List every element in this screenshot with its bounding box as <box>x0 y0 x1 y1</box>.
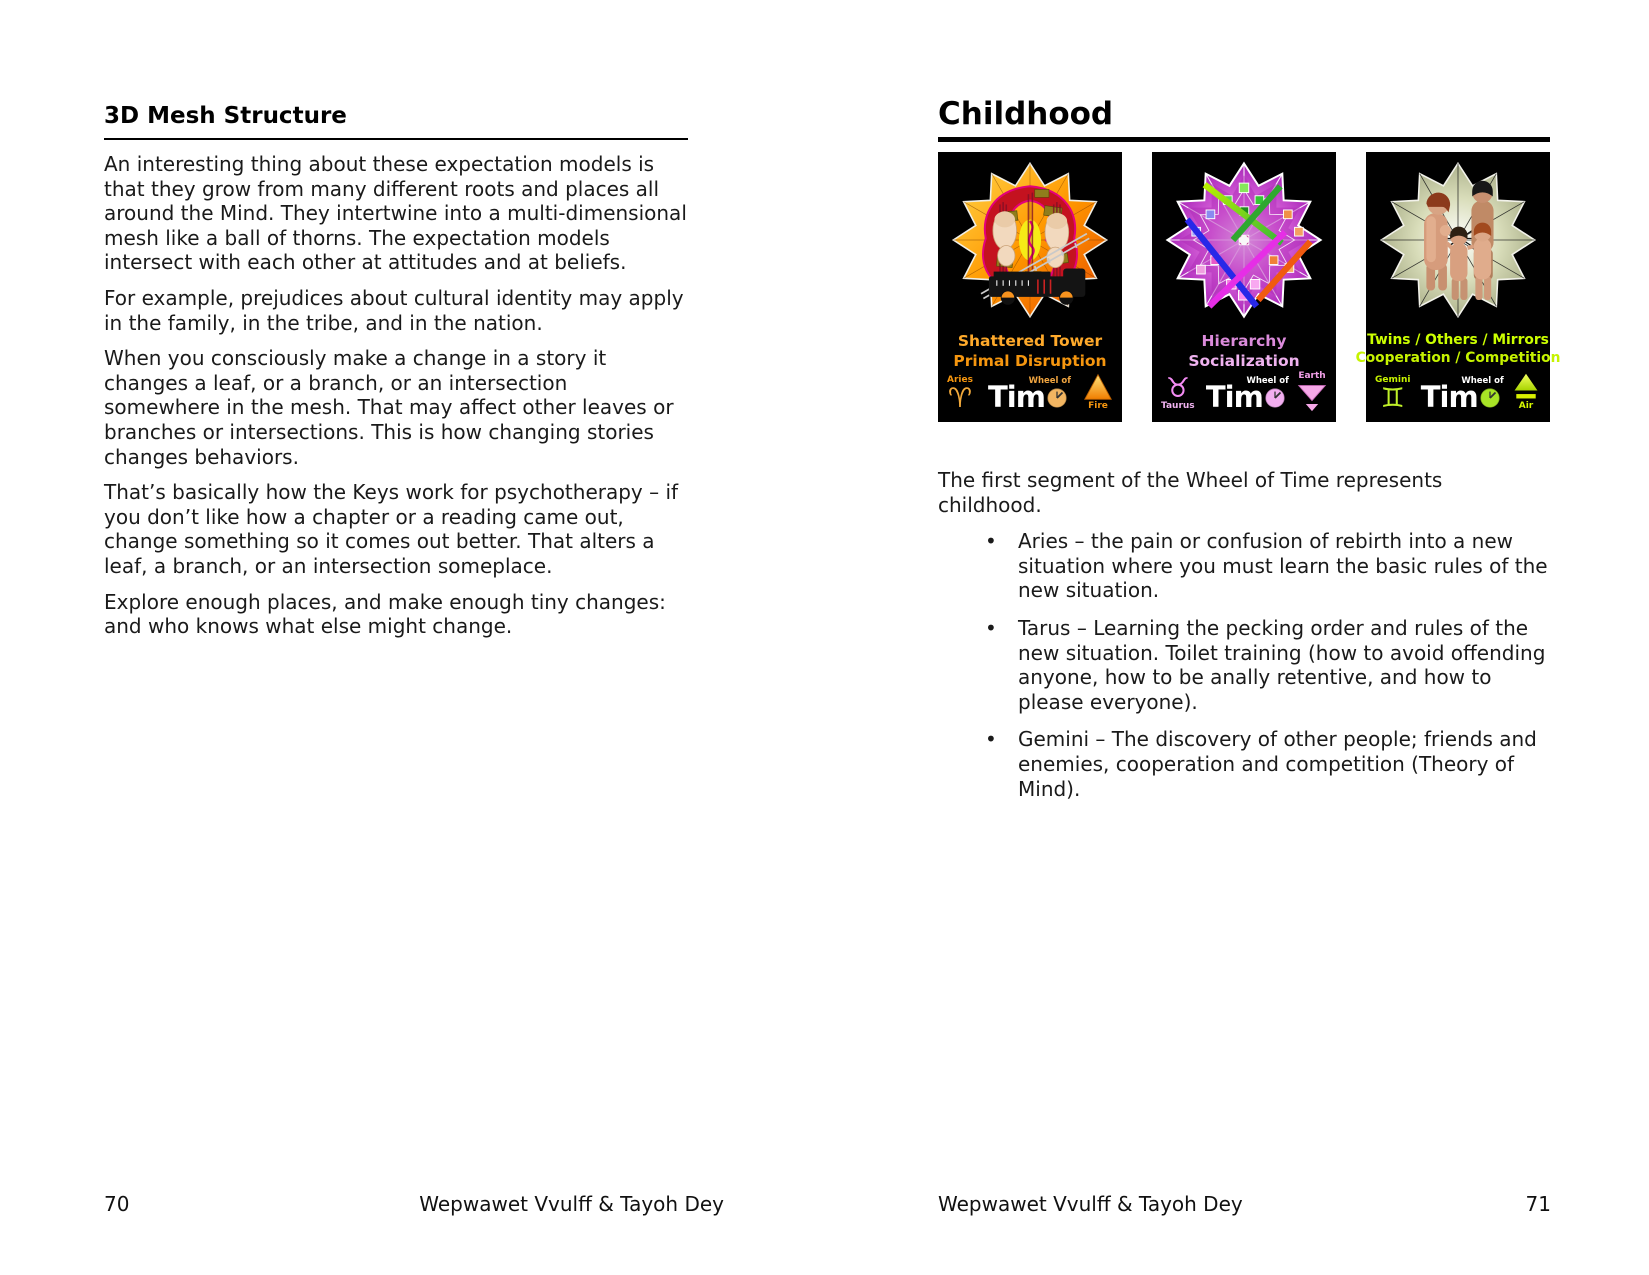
gemini-icon: ♊ <box>1380 383 1405 415</box>
wheel-of-time-logo <box>1420 376 1504 414</box>
element-block <box>1083 372 1113 412</box>
bullet-gemini: • Gemini – The discovery of other people; friends and enemies, cooperation and competition (Theory of Mind). <box>938 727 1550 801</box>
left-page-footer <box>104 1192 724 1216</box>
right-page-footer <box>938 1192 1551 1216</box>
time-word: Tim <box>1420 380 1478 414</box>
element-label: Air <box>1518 401 1534 412</box>
card-title <box>1356 332 1561 367</box>
tarot-card-row <box>938 152 1561 422</box>
zodiac-block <box>947 375 973 415</box>
time-word: Tim <box>988 380 1045 414</box>
paragraph: For example, prejudices about cultural identity may apply in the family, in the tribe, and in the nation. <box>104 285 684 335</box>
element-label: Earth <box>1298 371 1326 382</box>
intro-paragraph: The first segment of the Wheel of Time represents childhood. <box>938 468 1443 517</box>
earth-icon <box>1297 382 1327 412</box>
wheel-icon <box>1479 387 1501 409</box>
aries-icon: ♈ <box>947 383 973 415</box>
wheel-icon <box>1264 387 1286 409</box>
card-taurus-hierarchy <box>1152 152 1336 422</box>
page-number: 70 <box>104 1192 130 1216</box>
card-title-line1: Twins / Others / Mirrors <box>1367 332 1549 348</box>
gemini-mandala-art <box>1375 161 1541 319</box>
segment-bullet-list <box>938 529 1550 801</box>
taurus-icon: ♉ <box>1165 373 1190 405</box>
right-page-heading: Childhood <box>938 96 1550 142</box>
card-title-line2: Cooperation / Competition <box>1355 349 1561 366</box>
time-word: Tim <box>1205 380 1263 414</box>
paragraph: That’s basically how the Keys work for psychotherapy – if you don’t like how a chapter or a reading came out, change something so it comes out better. That alters a leaf, a branch, or an intersection someplace. <box>104 480 679 578</box>
card-title-line2: Primal Disruption <box>953 351 1107 370</box>
wheel-of-label: Wheel of <box>1028 376 1071 386</box>
zodiac-label: Aries <box>947 375 973 386</box>
element-block <box>1297 372 1327 412</box>
zodiac-label: Taurus <box>1161 401 1195 412</box>
wheel-of-label: Wheel of <box>1246 376 1289 386</box>
air-icon <box>1511 372 1541 402</box>
authors: Wepwawet Vvulff & Tayoh Dey <box>938 1192 1243 1216</box>
wheel-icon <box>1046 387 1068 409</box>
card-symbol-row <box>944 372 1116 415</box>
fire-icon <box>1083 372 1113 402</box>
card-symbol-row <box>1158 372 1330 412</box>
child-figure-right <box>1474 223 1491 300</box>
bullet-aries: • Aries – the pain or confusion of rebirth into a new situation where you must learn the basic rules of the new situation. <box>938 529 1550 603</box>
card-aries-shattered-tower <box>938 152 1122 422</box>
zodiac-label: Gemini <box>1375 375 1411 386</box>
zodiac-block <box>1161 373 1195 412</box>
taurus-mandala-art <box>1161 161 1327 319</box>
bullet-tarus: • Tarus – Learning the pecking order and rules of the new situation. Toilet training (how to avoid offending anyone, how to be anally retentive, and how to please everyone). <box>938 616 1550 714</box>
card-gemini-twins <box>1355 152 1561 422</box>
element-block <box>1511 372 1541 412</box>
card-symbol-row <box>1372 372 1544 415</box>
wheel-of-time-logo <box>988 376 1071 414</box>
card-title <box>953 332 1106 372</box>
paragraph: An interesting thing about these expectation models is that they grow from many different roots and places all around the Mind. They intertwine into a multi-dimensional mesh like a ball of thorns. The expectation models intersect with each other at attitudes and at beliefs. <box>104 152 687 275</box>
wheel-of-label: Wheel of <box>1461 376 1504 386</box>
right-page <box>938 96 1561 814</box>
zodiac-block <box>1375 375 1411 415</box>
left-page-heading: 3D Mesh Structure <box>104 103 688 140</box>
aries-mandala-art <box>947 161 1113 319</box>
left-page <box>104 103 688 650</box>
card-title-line2: Socialization <box>1188 351 1300 370</box>
page-number: 71 <box>1525 1192 1551 1216</box>
card-title <box>1188 332 1299 372</box>
card-title-line1: Hierarchy <box>1201 332 1287 350</box>
element-label: Fire <box>1088 401 1108 412</box>
wheel-of-time-logo <box>1205 376 1289 414</box>
card-title-line1: Shattered Tower <box>957 332 1103 350</box>
authors: Wepwawet Vvulff & Tayoh Dey <box>419 1192 724 1216</box>
paragraph: When you consciously make a change in a story it changes a leaf, or a branch, or an intersection somewhere in the mesh. That may affect other leaves or branches or intersections. This is how changing stories changes behaviors. <box>104 346 674 469</box>
paragraph: Explore enough places, and make enough tiny changes: and who knows what else might change. <box>104 589 666 639</box>
